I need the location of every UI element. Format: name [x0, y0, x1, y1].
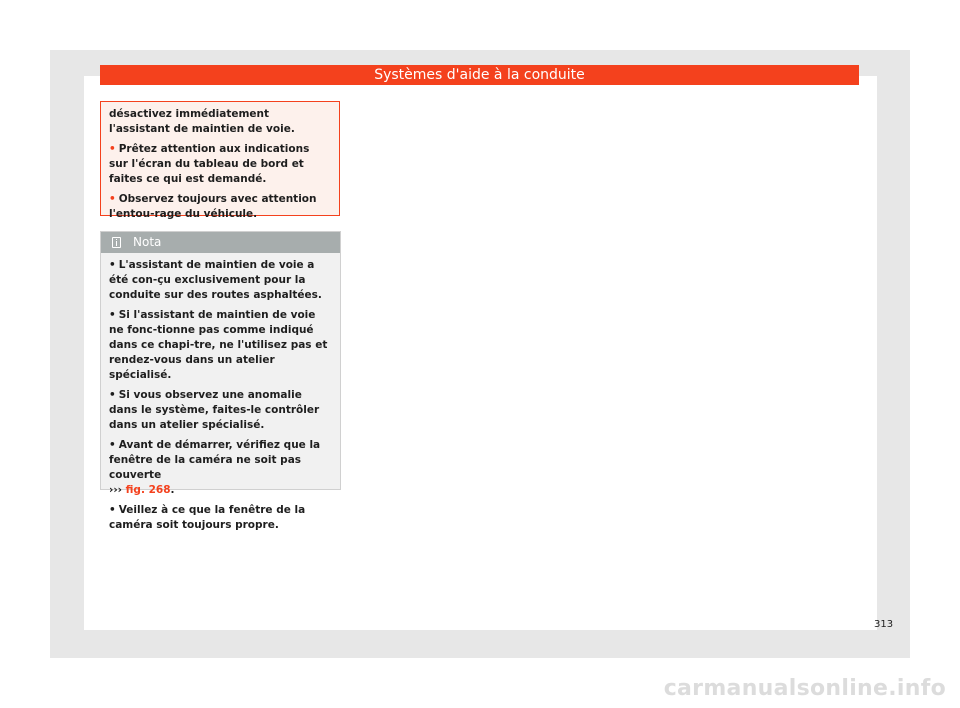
reference-arrow-icon: ››› — [109, 484, 122, 496]
warning-box — [100, 101, 340, 220]
bullet-icon: • — [109, 504, 116, 516]
bullet-icon: • — [109, 193, 116, 205]
info-icon — [112, 237, 121, 248]
bullet-icon: • — [109, 439, 116, 451]
note-item: • L'assistant de maintien de voie a été con-çu exclusivement pour la conduite sur des routes asphaltées. — [109, 259, 322, 301]
section-header — [100, 65, 859, 85]
bullet-icon: • — [109, 143, 116, 155]
note-box — [100, 231, 341, 531]
note-title: Nota — [133, 235, 162, 249]
warning-continuation: désactivez immédiatement l'assistant de maintien de voie. — [109, 108, 295, 135]
note-item: • Si l'assistant de maintien de voie ne fonc-tionne pas comme indiqué dans ce chapi-tre, ne l'utilisez pas et rendez-vous dans un atelier spécialisé. — [109, 309, 328, 381]
note-item: • Veillez à ce que la fenêtre de la caméra soit toujours propre. — [109, 504, 306, 531]
note-item: • Avant de démarrer, vérifiez que la fenêtre de la caméra ne soit pas couverte ››› fig. 268. — [109, 439, 321, 496]
note-body — [101, 253, 340, 533]
watermark-logo: carmanualsonline.info — [663, 676, 946, 701]
section-title: Systèmes d'aide à la conduite — [374, 67, 585, 83]
note-item: • Si vous observez une anomalie dans le système, faites-le contrôler dans un atelier spécialisé. — [109, 389, 320, 431]
note-header — [101, 232, 340, 253]
figure-reference-link[interactable]: fig. 268 — [125, 484, 171, 496]
warning-item: • Observez toujours avec attention l'entou-rage du véhicule. — [109, 193, 317, 220]
bullet-icon: • — [109, 389, 116, 401]
bullet-icon: • — [109, 259, 116, 271]
page-number: 313 — [874, 619, 894, 630]
bullet-icon: • — [109, 309, 116, 321]
warning-item: • Prêtez attention aux indications sur l'écran du tableau de bord et faites ce qui est demandé. — [109, 143, 310, 185]
